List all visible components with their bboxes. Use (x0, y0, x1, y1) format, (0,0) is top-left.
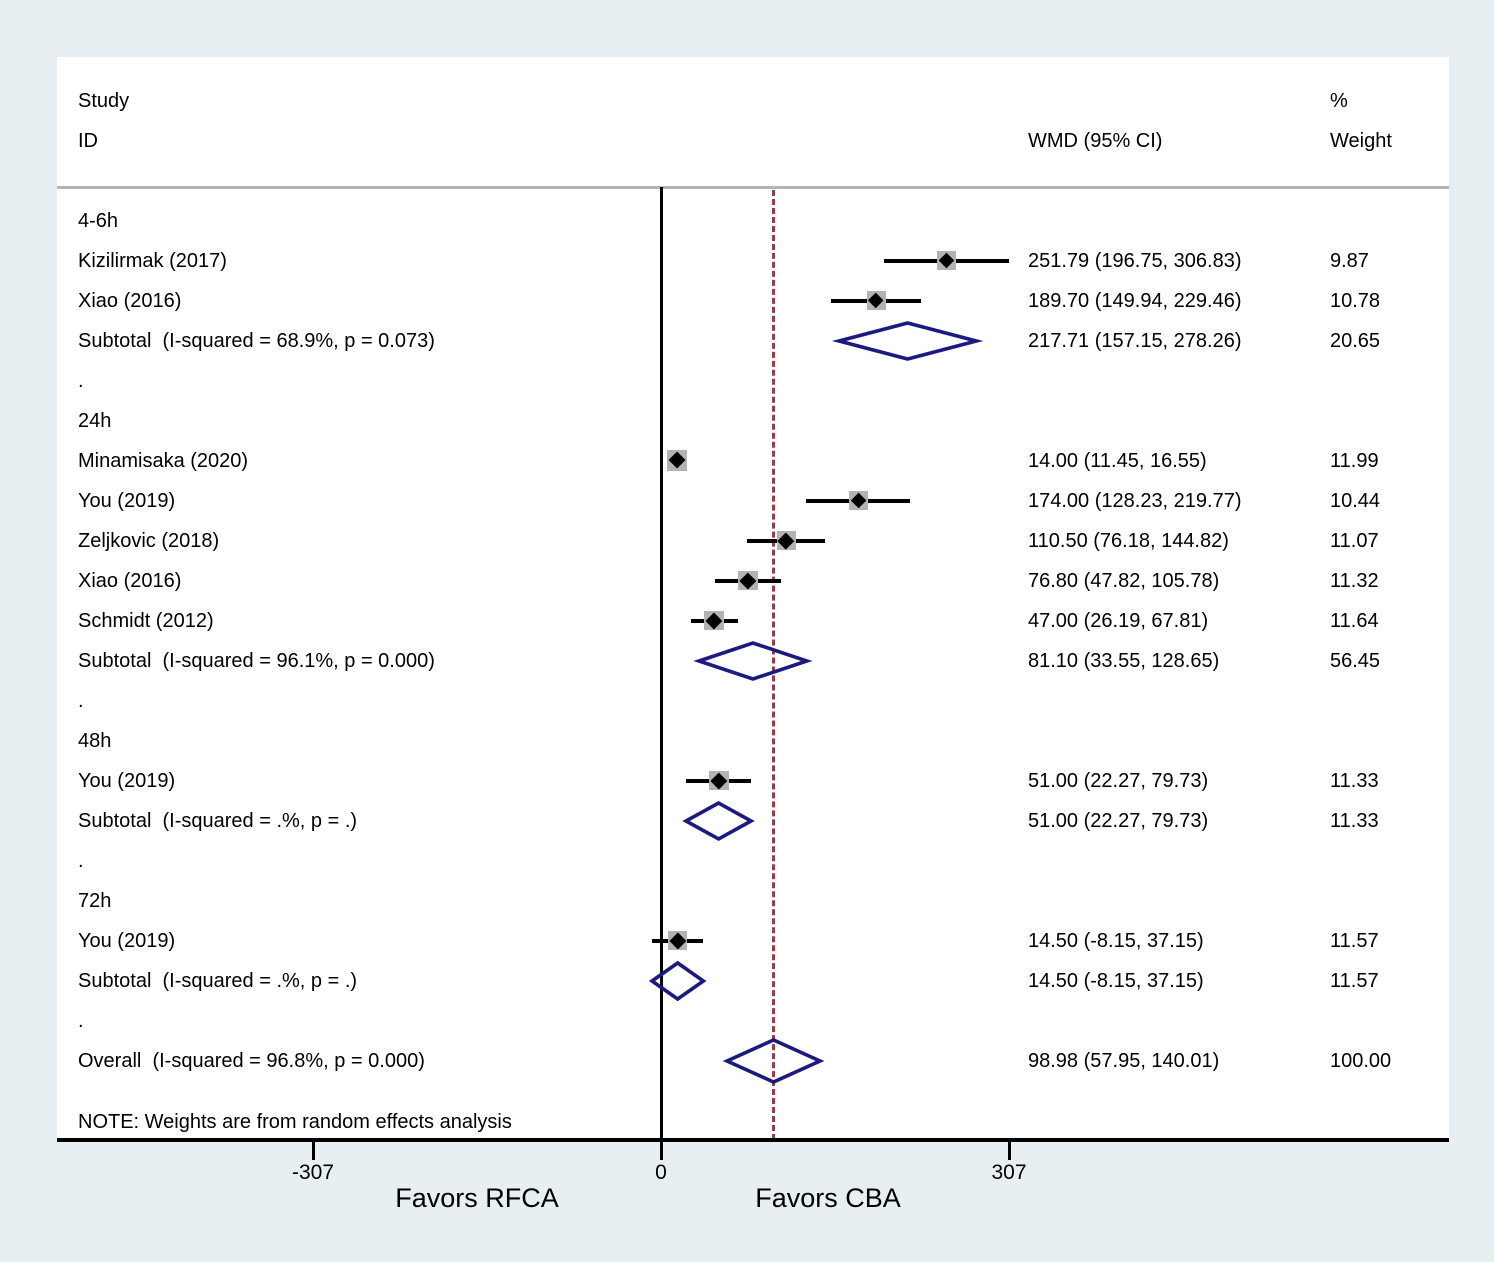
x-axis-tick (312, 1142, 315, 1160)
row-label-group: 48h (78, 729, 112, 752)
row-dot: . (78, 689, 84, 712)
row-wmd-ci: 14.50 (-8.15, 37.15) (1028, 929, 1204, 952)
column-header-wmd: WMD (95% CI) (1028, 130, 1163, 152)
row-label-study: Xiao (2016) (78, 569, 182, 592)
row-dot: . (78, 1009, 84, 1032)
subtotal-diamond (648, 959, 707, 1003)
row-weight: 11.33 (1330, 769, 1379, 792)
x-axis-tick (660, 1142, 663, 1160)
column-header-study: Study (78, 90, 130, 112)
row-label-study: Minamisaka (2020) (78, 449, 249, 472)
row-wmd-ci: 251.79 (196.75, 306.83) (1028, 249, 1242, 272)
row-weight: 20.65 (1330, 329, 1381, 352)
column-header-percent: % (1330, 90, 1348, 112)
row-wmd-ci: 110.50 (76.18, 144.82) (1028, 529, 1229, 552)
row-wmd-ci: 14.50 (-8.15, 37.15) (1028, 969, 1204, 992)
row-label-study: You (2019) (78, 929, 176, 952)
x-axis-line (57, 1138, 1449, 1142)
row-label-overall: Overall (I-squared = 96.8%, p = 0.000) (78, 1049, 425, 1072)
row-wmd-ci: 51.00 (22.27, 79.73) (1028, 769, 1209, 792)
x-axis-tick (1008, 1142, 1011, 1160)
header-separator-line (57, 186, 1449, 189)
x-axis-tick-label: 307 (991, 1161, 1027, 1184)
row-label-group: 4-6h (78, 209, 119, 232)
row-wmd-ci: 14.00 (11.45, 16.55) (1028, 449, 1207, 472)
row-label-study: You (2019) (78, 769, 176, 792)
row-label-group: 72h (78, 889, 112, 912)
row-wmd-ci: 174.00 (128.23, 219.77) (1028, 489, 1242, 512)
subtotal-diamond (695, 639, 811, 683)
row-weight: 11.99 (1330, 449, 1379, 472)
row-weight: 11.57 (1330, 969, 1379, 992)
note-text: NOTE: Weights are from random effects analysis (78, 1111, 512, 1133)
row-weight: 11.32 (1330, 569, 1379, 592)
subtotal-diamond (835, 319, 980, 363)
row-wmd-ci: 98.98 (57.95, 140.01) (1028, 1049, 1220, 1072)
row-dot: . (78, 369, 84, 392)
row-wmd-ci: 51.00 (22.27, 79.73) (1028, 809, 1209, 832)
row-weight: 11.07 (1330, 529, 1379, 552)
row-wmd-ci: 81.10 (33.55, 128.65) (1028, 649, 1220, 672)
column-header-weight: Weight (1330, 130, 1392, 152)
row-label-subtotal: Subtotal (I-squared = 68.9%, p = 0.073) (78, 329, 435, 352)
row-label-group: 24h (78, 409, 112, 432)
column-header-id: ID (78, 130, 98, 152)
row-wmd-ci: 47.00 (26.19, 67.81) (1028, 609, 1209, 632)
row-dot: . (78, 849, 84, 872)
row-label-subtotal: Subtotal (I-squared = 96.1%, p = 0.000) (78, 649, 435, 672)
row-weight: 10.78 (1330, 289, 1381, 312)
row-weight: 100.00 (1330, 1049, 1392, 1072)
row-weight: 11.57 (1330, 929, 1379, 952)
x-axis-tick-label: -307 (291, 1161, 335, 1184)
overall-diamond (723, 1036, 824, 1086)
row-weight: 11.64 (1330, 609, 1379, 632)
row-weight: 10.44 (1330, 489, 1381, 512)
row-label-study: Zeljkovic (2018) (78, 529, 220, 552)
x-axis-tick-label: 0 (655, 1161, 667, 1184)
favors-cba-label: Favors CBA (755, 1183, 901, 1213)
row-wmd-ci: 76.80 (47.82, 105.78) (1028, 569, 1220, 592)
row-label-subtotal: Subtotal (I-squared = .%, p = .) (78, 809, 358, 832)
row-label-subtotal: Subtotal (I-squared = .%, p = .) (78, 969, 358, 992)
row-label-study: Schmidt (2012) (78, 609, 214, 632)
row-label-study: You (2019) (78, 489, 176, 512)
row-label-study: Kizilirmak (2017) (78, 249, 227, 272)
row-wmd-ci: 189.70 (149.94, 229.46) (1028, 289, 1242, 312)
row-weight: 9.87 (1330, 249, 1369, 272)
row-wmd-ci: 217.71 (157.15, 278.26) (1028, 329, 1242, 352)
favors-rfca-label: Favors RFCA (395, 1183, 559, 1213)
row-weight: 56.45 (1330, 649, 1381, 672)
row-weight: 11.33 (1330, 809, 1379, 832)
row-label-study: Xiao (2016) (78, 289, 182, 312)
subtotal-diamond (682, 799, 755, 843)
